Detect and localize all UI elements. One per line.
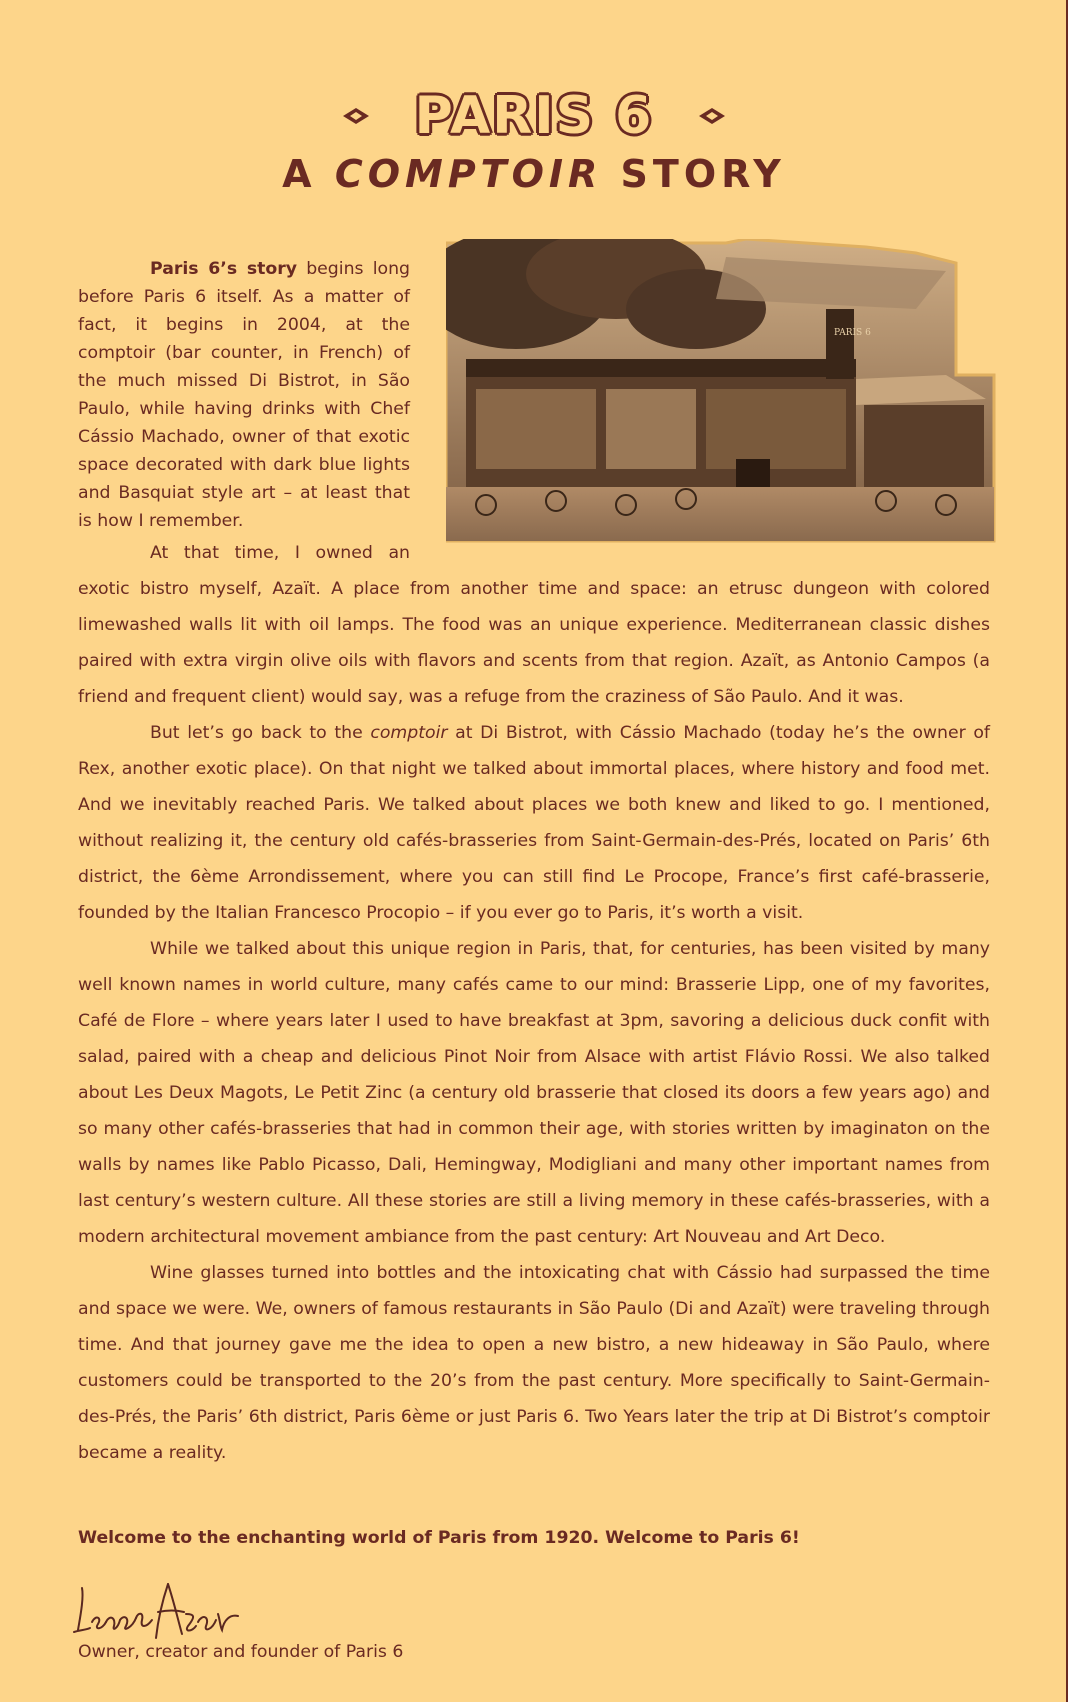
page-subtitle	[0, 152, 1068, 196]
paragraph-1-text: begins long before Paris 6 itself. As a matter of fact, it begins in 2004, at the comptoir (bar counter, in French) of the much missed Di Bistrot, in São Paulo, while having drinks with Chef Cássio Machado, owner of that exotic space decorated with dark blue lights and Basquiat style art – at least that is how I remember.	[78, 259, 410, 531]
page-header	[0, 86, 1068, 196]
right-diamond-ornament	[699, 108, 725, 124]
subtitle-word-story: STORY	[620, 152, 786, 196]
story-body	[78, 255, 990, 1471]
subtitle-word-a: A	[282, 152, 317, 196]
subtitle-word-comptoir: COMPTOIR	[334, 152, 603, 196]
paragraph-3-text-b: at Di Bistrot, with Cássio Machado (today he’s the owner of Rex, another exotic place). On that night we talked about immortal places, where history and food met. And we inevitably reached Paris. We talked about places we both knew and liked to go. I mentioned, without realizing it, the century old cafés-brasseries from Saint-Germain-des-Prés, located on Paris’ 6th district, the 6ème Arrondissement, where you can still find Le Procope, France’s first café-brasserie, founded by the Italian Francesco Procopio – if you ever go to Paris, it’s worth a visit.	[78, 723, 990, 923]
paragraph-3-text-a: But let’s go back to the	[150, 723, 371, 743]
page-title: PARIS 6	[414, 86, 654, 146]
paragraph-3	[78, 715, 990, 931]
svg-text:PARIS 6: PARIS 6	[834, 328, 871, 338]
handwritten-signature	[72, 1574, 252, 1646]
left-diamond-ornament	[343, 108, 369, 124]
paragraph-5: Wine glasses turned into bottles and the intoxicating chat with Cássio had surpassed the time and space we were. We, owners of famous restaurants in São Paulo (Di and Azaït) were traveling through time. And that journey gave me the idea to open a new bistro, a new hideaway in São Paulo, where customers could be transported to the 20’s from the past century. More specifically to Saint-Germain-des-Prés, the Paris’ 6th district, Paris 6ème or just Paris 6. Two Years later the trip at Di Bistrot’s comptoir became a reality.	[78, 1263, 990, 1463]
signature-caption: Owner, creator and founder of Paris 6	[78, 1642, 404, 1662]
paragraph-3-emphasis: comptoir	[370, 723, 448, 743]
cafe-photo	[446, 239, 996, 545]
paragraph-4: While we talked about this unique region in Paris, that, for centuries, has been visited by many well known names in world culture, many cafés came to our mind: Brasserie Lipp, one of my favorites, Café de Flore – where years later I used to have breakfast at 3pm, savoring a delicious duck confit with salad, paired with a cheap and delicious Pinot Noir from Alsace with artist Flávio Rossi. We also talked about Les Deux Magots, Le Petit Zinc (a century old brasserie that closed its doors a few years ago) and so many other cafés-brasseries that had in common their age, with stories written by imaginaton on the walls by names like Pablo Picasso, Dali, Hemingway, Modigliani and many other important names from last century’s western culture. All these stories are still a living memory in these cafés-brasseries, with a modern architectural movement ambiance from the past century: Art Nouveau and Art Deco.	[78, 939, 990, 1247]
paragraph-2: At that time, I owned an exotic bistro myself, Azaït. A place from another time and space: an etrusc dungeon with colored limewashed walls lit with oil lamps. The food was an unique experience. Mediterranean classic dishes paired with extra virgin olive oils with flavors and scents from that region. Azaït, as Antonio Campos (a friend and frequent client) would say, was a refuge from the craziness of São Paulo. And it was.	[78, 543, 990, 707]
title-row	[0, 86, 1068, 146]
paragraph-1-lead: Paris 6’s story	[150, 259, 298, 279]
closing-line: Welcome to the enchanting world of Paris from 1920. Welcome to Paris 6!	[78, 1528, 800, 1548]
